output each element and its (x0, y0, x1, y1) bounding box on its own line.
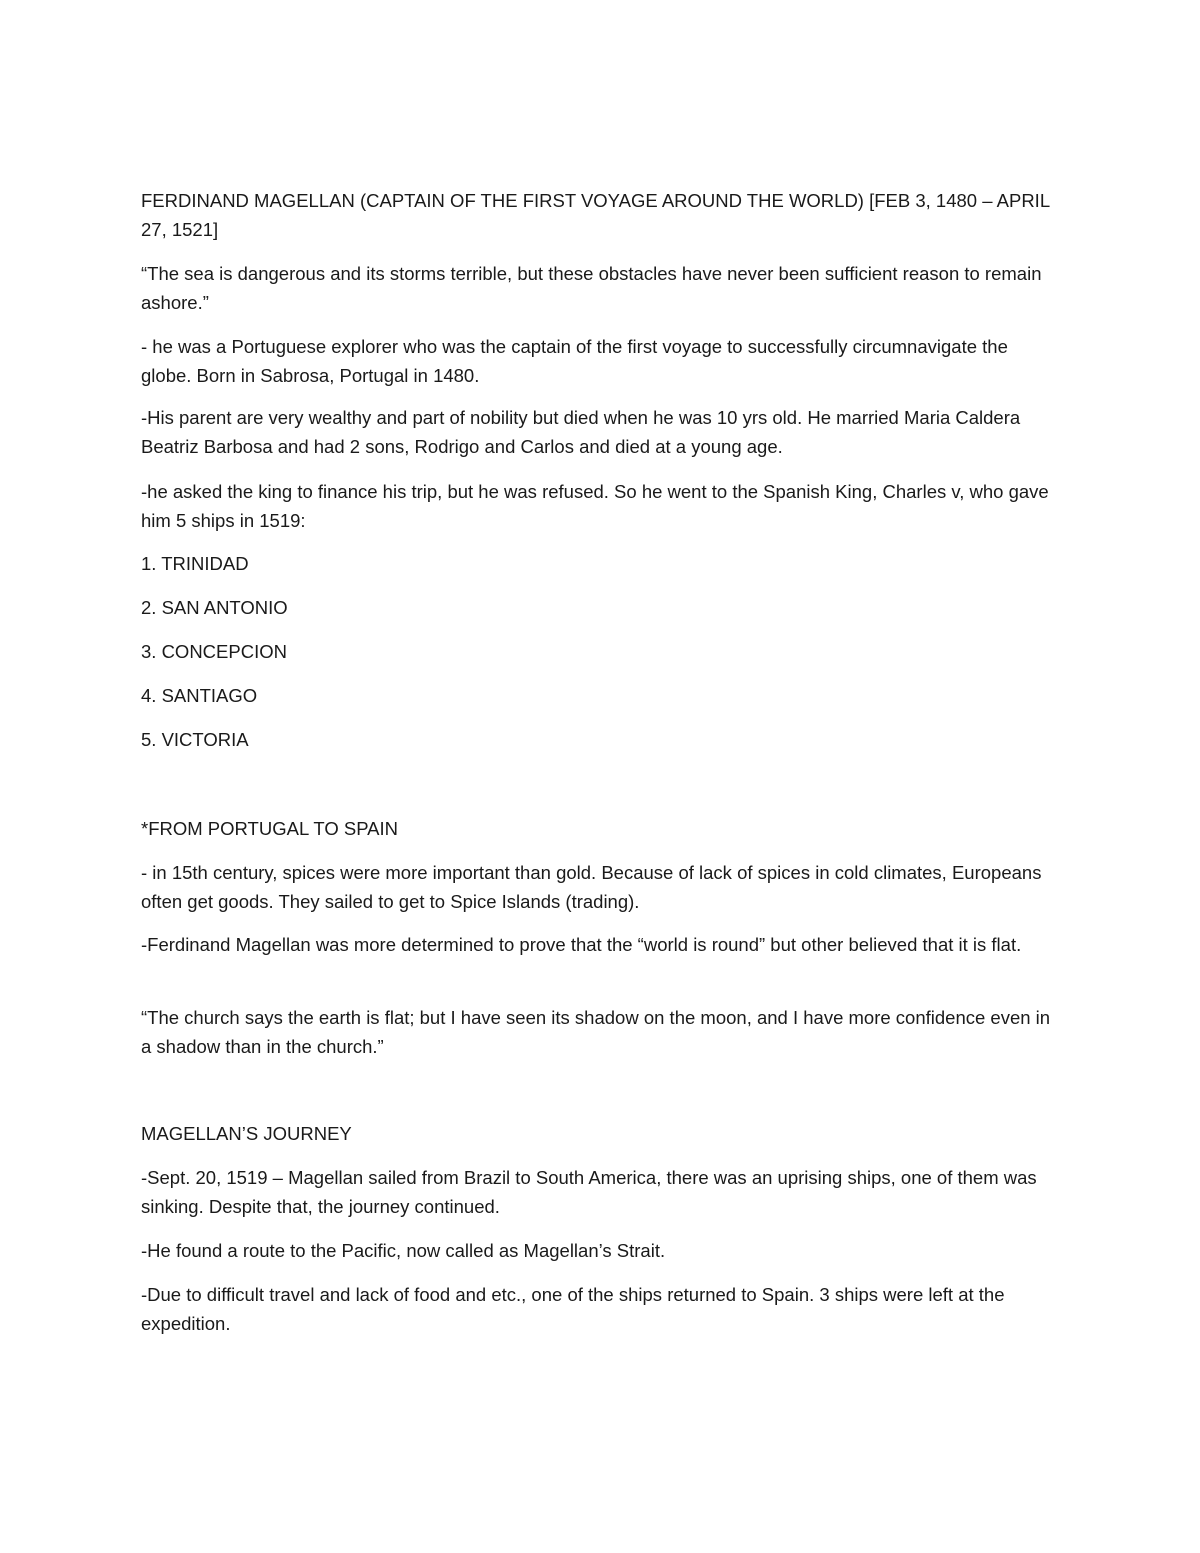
document-title: FERDINAND MAGELLAN (CAPTAIN OF THE FIRST VOYAGE AROUND THE WORLD) [FEB 3, 1480 – APRIL 27, 1521] (141, 190, 1050, 240)
ship-list-item: 5. VICTORIA (141, 729, 249, 750)
paragraph-explorer: - he was a Portuguese explorer who was the captain of the first voyage to successfully circumnavigate the globe. Born in Sabrosa, Portugal in 1480. (141, 336, 1008, 386)
paragraph-world-round: -Ferdinand Magellan was more determined to prove that the “world is round” but other believed that it is flat. (141, 934, 1022, 955)
church-quote: “The church says the earth is flat; but I have seen its shadow on the moon, and I have more confidence even in a shadow than in the church.” (141, 1007, 1051, 1057)
ship-list-item: 1. TRINIDAD (141, 553, 249, 574)
section-heading-portugal-spain: *FROM PORTUGAL TO SPAIN (141, 818, 398, 839)
paragraph-pacific-route: -He found a route to the Pacific, now called as Magellan’s Strait. (141, 1240, 666, 1261)
section-heading-journey: MAGELLAN’S JOURNEY (141, 1123, 352, 1144)
paragraph-uprising: -Sept. 20, 1519 – Magellan sailed from Brazil to South America, there was an uprising ships, one of them was sinking. Despite that, the journey continued. (141, 1167, 1037, 1217)
opening-quote: “The sea is dangerous and its storms terrible, but these obstacles have never been sufficient reason to remain ashore.” (141, 263, 1042, 313)
ship-list-item: 3. CONCEPCION (141, 641, 287, 662)
paragraph-family: -His parent are very wealthy and part of nobility but died when he was 10 yrs old. He married Maria Caldera Beatriz Barbosa and had 2 sons, Rodrigo and Carlos and died at a young age. (141, 407, 1021, 457)
paragraph-expedition: -Due to difficult travel and lack of food and etc., one of the ships returned to Spain. 3 ships were left at the expedition. (141, 1284, 1005, 1334)
paragraph-spices: - in 15th century, spices were more important than gold. Because of lack of spices in cold climates, Europeans often get goods. They sailed to get to Spice Islands (trading). (141, 862, 1042, 912)
ship-list-item: 2. SAN ANTONIO (141, 597, 288, 618)
paragraph-financing: -he asked the king to finance his trip, but he was refused. So he went to the Spanish King, Charles v, who gave him 5 ships in 1519: (141, 481, 1049, 531)
ship-list-item: 4. SANTIAGO (141, 685, 258, 706)
